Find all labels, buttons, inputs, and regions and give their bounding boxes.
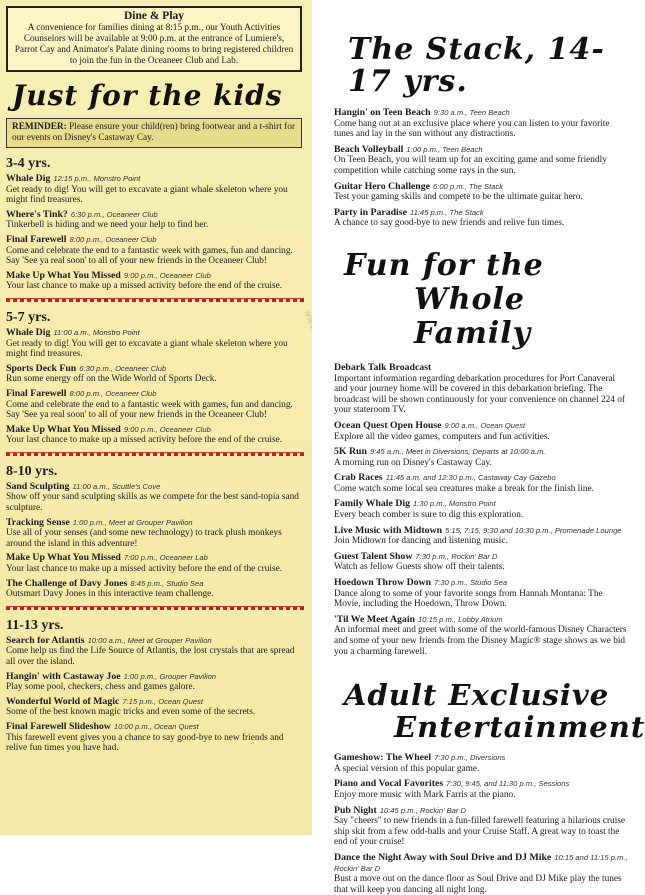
event-meta: 1:00 p.m., Grouper Pavilion (123, 671, 217, 681)
event-meta: 10:00 p.m., Ocean Quest (113, 721, 199, 731)
age-group-heading: 3-4 yrs. (6, 156, 51, 171)
event-item (6, 425, 304, 446)
event-meta: 8:00 p.m., Oceaneer Club (69, 388, 157, 398)
event-title: Make Up What You Missed (6, 552, 121, 564)
family-heading (344, 249, 630, 351)
event-item (334, 473, 630, 494)
event-description: Join Midtown for dancing and listening music. (334, 536, 508, 547)
reminder-box (6, 118, 302, 148)
event-meta: 11:45 p.m., The Stack (409, 207, 484, 217)
event-title: Debark Talk Broadcast (334, 361, 432, 373)
age-group-heading: 5-7 yrs. (6, 309, 51, 325)
event-title: Whale Dig (6, 173, 51, 184)
family-heading-line1: Fun for the (344, 247, 544, 283)
event-title: Sand Sculpting (6, 480, 70, 492)
event-item (334, 578, 630, 610)
dine-and-play-box (6, 6, 302, 72)
event-description: Say "cheers" to new friends in a fun-filled farewell featuring a hilarious cruise ship skit from a few odd-balls and your Cruise Staff. A great way to toast the end of your cruise! (334, 816, 626, 848)
event-item (6, 389, 304, 421)
section-divider (6, 452, 304, 456)
event-meta: 8:00 p.m., Oceaneer Club (69, 234, 157, 244)
dine-title: Dine & Play (123, 10, 185, 22)
event-item (334, 806, 630, 848)
event-description: A special version of this popular game. (334, 763, 480, 774)
event-title: Hangin' on Teen Beach (334, 107, 431, 118)
event-item (334, 447, 630, 468)
event-title: Beach Volleyball (334, 143, 404, 155)
event-description: Watch as fellow Guests show off their talents. (334, 562, 505, 573)
event-description: Come and celebrate the end to a fantastic week with games, fun and dancing. Say 'See ya real soon' to all of your new friends in the Oceaneer Club! (6, 399, 293, 421)
event-item (6, 482, 304, 514)
event-description: A morning run on Disney's Castaway Cay. (334, 457, 492, 468)
event-description: Use all of your senses (and some new technology) to track plush monkeys around the island in this adventure! (6, 528, 282, 549)
kids-groups (6, 156, 304, 754)
event-description: Run some energy off on the Wide World of Sports Deck. (6, 374, 217, 385)
kids-heading: Just for the kids (12, 79, 283, 112)
reminder-text: Please ensure your child(ren) bring footwear and a t-shirt for our events on Disney's Castaway Cay. (12, 122, 295, 143)
age-group-heading: 11-13 yrs. (6, 617, 64, 633)
event-item (334, 145, 630, 177)
event-description: Tinkerbell is hiding and we need your help to find her. (6, 220, 209, 231)
event-meta: 10:15 and 11:15 p.m., Rockin' Bar D (334, 852, 628, 873)
event-meta: 7:30 p.m., Studio Sea (434, 578, 508, 588)
event-title: Final Farewell (6, 387, 67, 399)
event-title: Hangin' with Castaway Joe (6, 670, 121, 682)
event-item (6, 697, 304, 718)
event-description: Bust a move out on the dance floor as Soul Drive and DJ Mike play the tunes that will keep you dancing all night long. (334, 874, 622, 895)
event-meta: 9:00 p.m., Oceaneer Club (123, 270, 211, 280)
event-meta: 9:00 p.m., Oceaneer Club (123, 424, 211, 434)
event-item (334, 615, 630, 657)
event-meta: 6:30 p.m., Oceaneer Club (79, 363, 167, 373)
event-title: Whale Dig (6, 326, 51, 338)
event-description: Your last chance to make up a missed activity before the end of the cruise. (6, 281, 283, 292)
event-item (6, 271, 304, 292)
event-title: Gameshow: The Wheel (334, 752, 432, 764)
event-description: Explore all the video games, computers and fun activities. (334, 431, 550, 442)
event-meta: 8:45 p.m., Studio Sea (130, 578, 204, 588)
event-title: Guest Talent Show (334, 550, 413, 562)
family-events (334, 363, 630, 657)
event-title: Ocean Quest Open House (334, 419, 442, 431)
event-description: Show off your sand sculpting skills as we compete for the best sand-topia sand sculpture. (6, 492, 299, 514)
event-title: Wonderful World of Magic (6, 695, 120, 707)
adult-heading-line1: Adult Exclusive (344, 678, 610, 713)
event-meta: 7:30, 9:45, and 11:30 p.m., Sessions (446, 779, 570, 789)
event-title: Sports Deck Fun (6, 362, 77, 374)
event-title: Crab Races (334, 472, 383, 484)
event-item (334, 363, 630, 416)
event-title: Final Farewell (6, 233, 67, 245)
event-description: Come and celebrate the end to a fantastic week with games, fun and dancing. Say 'See ya real soon' to all of your new friends in the Oceaneer Club! (6, 245, 293, 267)
event-description: A chance to say good-bye to new friends and relive fun times. (334, 218, 565, 229)
event-meta: 10:15 p.m., Lobby Atrium (418, 614, 503, 624)
event-title: Where's Tink? (6, 208, 68, 220)
event-title: 'Til We Meet Again (334, 613, 416, 625)
event-meta: 1:00 p.m., Teen Beach (406, 144, 483, 154)
event-description: Your last chance to make up a missed activity before the end of the cruise. (6, 435, 283, 446)
left-column (0, 0, 312, 835)
event-item (334, 526, 630, 547)
event-title: 5K Run (334, 446, 367, 458)
event-meta: 11:00 a.m., Monstro Point (53, 327, 140, 337)
event-description: Dance along to some of your favorite songs from Hannah Montana: The Movie, including the Hoedown, Throw Down. (334, 588, 603, 610)
adult-heading (344, 678, 645, 745)
event-title: Tracking Sense (6, 516, 70, 528)
event-meta: 1:30 p.m., Monstro Point (413, 499, 496, 509)
event-description: Test your gaming skills and compete to be the ultimate guitar hero. (334, 192, 583, 203)
event-meta: 10:45 p.m., Rockin' Bar D (379, 805, 467, 815)
event-item (334, 499, 630, 520)
event-meta: 7:15 p.m., Ocean Quest (122, 696, 203, 706)
event-meta: 9:30 a.m., Teen Beach (433, 108, 510, 117)
adult-heading-line2: Entertainment (394, 710, 645, 745)
event-item (334, 753, 630, 774)
event-description: Important information regarding debarkation procedures for Port Canaveral and your journey home will be covered in this debarkation briefing. The broadcast will be shown continuously for your convenience on channel 224 of your stateroom TV. (334, 373, 625, 416)
event-item (334, 552, 630, 573)
event-title: Dance the Night Away with Soul Drive and DJ Mike (334, 851, 552, 863)
event-description: Get ready to dig! You will get to excavate a giant whale skeleton where you might find treasures. (6, 184, 288, 206)
stack-heading: The Stack, 14-17 yrs. (348, 32, 605, 99)
event-description: An informal meet and greet with some of the world-famous Disney Characters and some of your new friends from the Disney Magic® stage shows as we bid you a charming farewell. (334, 625, 627, 657)
event-description: Every beach comber is sure to dig this exploration. (334, 510, 524, 521)
event-item (334, 779, 630, 800)
event-title: Piano and Vocal Favorites (334, 778, 444, 790)
event-title: Make Up What You Missed (6, 423, 121, 435)
event-meta: 7:00 p.m., Oceaneer Lab (123, 553, 208, 563)
event-title: Live Music with Midtown (334, 524, 443, 536)
section-divider (6, 298, 304, 302)
event-description: Outsmart Davy Jones in this interactive team challenge. (6, 589, 214, 600)
event-description: This farewell event gives you a chance to say good-bye to new friends and relive fun times you have had. (6, 732, 284, 754)
event-title: Guitar Hero Challenge (334, 180, 430, 192)
event-item (6, 174, 304, 206)
event-title: Make Up What You Missed (6, 269, 121, 281)
event-meta: 6:00 p.m., The Stack (432, 181, 504, 191)
event-item (334, 108, 630, 140)
event-description: Get ready to dig! You will get to excavate a giant whale skeleton where you might find treasures. (6, 338, 288, 360)
event-item (6, 722, 304, 754)
event-meta: 5:15, 7:15, 9:30 and 10:30 p.m., Promenade Lounge (445, 525, 622, 535)
event-meta: 10:00 a.m., Meet at Grouper Pavilion (87, 635, 212, 645)
event-item (6, 235, 304, 267)
event-title: Hoedown Throw Down (334, 577, 432, 589)
adult-events (334, 753, 630, 895)
family-heading-line2: Whole Family (414, 281, 532, 351)
event-title: Final Farewell Slideshow (6, 720, 111, 732)
section-divider (6, 606, 304, 610)
event-item (334, 421, 630, 442)
event-meta: 1:00 p.m., Meet at Grouper Pavilion (72, 517, 193, 527)
event-meta: 11:00 a.m., Scuttle's Cove (72, 481, 161, 491)
reminder-label: REMINDER: (12, 122, 67, 132)
event-meta: 11:45 a.m. and 12:30 p.m., Castaway Cay Gazebo (385, 473, 556, 483)
event-item (6, 553, 304, 574)
event-title: Search for Atlantis (6, 634, 85, 646)
event-title: Family Whale Dig (334, 498, 411, 510)
event-description: On Teen Beach, you will team up for an exciting game and some friendly competition while catching some rays in the sun. (334, 155, 607, 176)
event-description: Your last chance to make up a missed activity before the end of the cruise. (6, 564, 283, 575)
event-title: Pub Night (334, 804, 377, 816)
event-item (6, 579, 304, 600)
event-title: Party in Paradise (334, 206, 407, 218)
event-description: Play some pool, checkers, chess and games galore. (6, 682, 195, 693)
event-item (6, 328, 304, 360)
event-description: Come watch some local sea creatures make a break for the finish line. (334, 483, 594, 494)
event-item (6, 636, 304, 668)
event-item (334, 182, 630, 203)
event-description: Come help us find the Life Source of Atlantis, the lost crystals that are spread all over the island. (6, 646, 295, 667)
event-title: The Challenge of Davy Jones (6, 577, 128, 589)
event-item (6, 364, 304, 385)
event-meta: 9:00 a.m., Ocean Quest (444, 420, 526, 430)
age-group-heading: 8-10 yrs. (6, 463, 58, 479)
event-meta: 7:30 p.m., Rockin' Bar D (415, 551, 498, 561)
event-meta: 6:30 p.m., Oceaneer Club (70, 209, 158, 219)
right-column (312, 0, 645, 895)
dine-text: A convenience for families dining at 8:15 p.m., our Youth Activities Counselors will be available at 9:00 p.m. at the entrance of Lumiere's, Parrot Cay and Animator's Palate dining rooms to bring registered children to join the fun in the Oceaneer Club and Lab. (14, 23, 294, 66)
event-description: Some of the best known magic tricks and even some of the secrets. (6, 707, 256, 718)
event-item (334, 853, 630, 895)
event-meta: 7:30 p.m., Diversions (434, 753, 506, 763)
event-meta: 12:15 p.m., Monstro Point (53, 174, 141, 183)
event-item (6, 672, 304, 693)
event-meta: 9:45 a.m., Meet in Diversions, Departs at 10:00 a.m. (369, 447, 546, 457)
event-description: Enjoy more music with Mark Farris at the piano. (334, 789, 516, 800)
event-description: Come hang out at an exclusive place where you can listen to your favorite tunes and lay in the sun without any distractions. (334, 118, 610, 140)
event-item (6, 210, 304, 231)
event-item (334, 208, 630, 229)
stack-events (334, 108, 630, 229)
event-item (6, 518, 304, 550)
